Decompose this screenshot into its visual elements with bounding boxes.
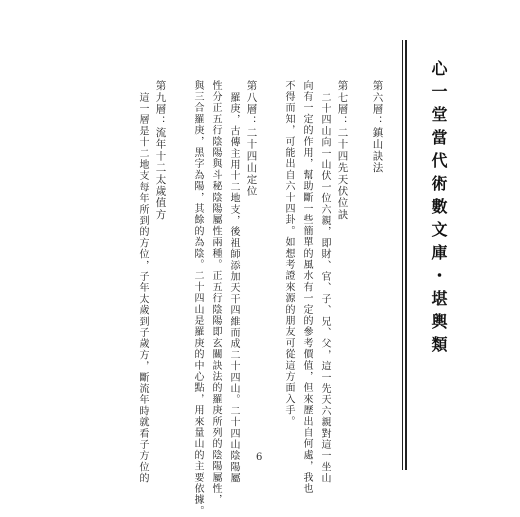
header-rule-outer: [405, 40, 407, 470]
series-title: 心一堂當代術數文庫・堪輿類: [429, 60, 448, 359]
heading-layer-6: 第六層：鎮山訣法: [371, 80, 384, 174]
page-number: 6: [256, 452, 263, 463]
paragraph-line: 性分正五行陰陽與斗秘陰陽屬性兩種。正五行陰陽即玄關訣法的羅庚所列的陰陽屬性，: [210, 80, 221, 506]
heading-layer-7: 第七層：二十四先天伏位訣: [336, 80, 349, 221]
header-rule-inner: [402, 40, 403, 470]
paragraph-line: 向有一定的作用，幫助斷一些簡單的風水有一定的參考價值，但來歷出自何處，我也: [301, 80, 312, 495]
heading-layer-9: 第九層：流年十二太歲值方: [154, 80, 167, 221]
paragraph-line: 這一層是十二地支每年所到的方位，子年太歲到子歲方，斷流年時就看子方位的: [137, 92, 148, 484]
heading-layer-8: 第八層：二十四山定位: [245, 80, 258, 197]
paragraph-line: 二十四山向一山伏一位六親，即財、官、子、兄、父，這一先天六親對這一坐山: [319, 92, 330, 484]
paragraph-line: 羅庚，古傳主用十二地支，後祖師添加天干四維而成二十四山。二十四山陰陽屬: [228, 92, 239, 484]
paragraph-line: 不得而知，可能出自六十四卦。如想考證來源的朋友可從這方面入手。: [283, 80, 294, 428]
paragraph-line: 與三合羅庚，黑字為陽，其餘的為陰。二十四山是羅庚的中心點，用來量山的主要依據。: [192, 80, 203, 517]
